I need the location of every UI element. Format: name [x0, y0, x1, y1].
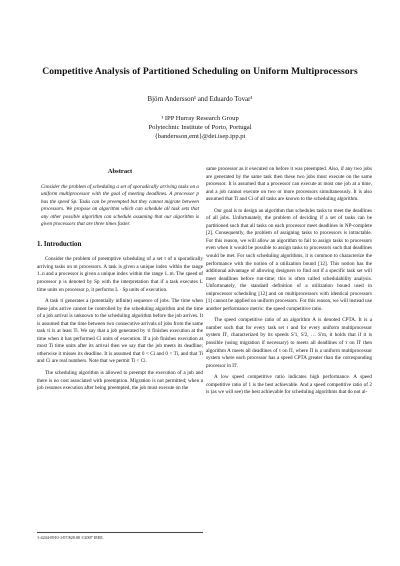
abstract-heading: Abstract — [107, 168, 133, 175]
body-paragraph-2: Our goal is to design an algorithm that schedules tasks to meet the deadlines of all jobs. Unfortunately, the problem of deciding if a set of tasks can be partitioned such that all tasks on each processor meet deadlines in NP-complete [2]. Consequently, the problem of assigning tasks to processors is intractable. For this reason, we will allow an algorithm to fail to assign tasks to processors even when it would be possible to assign tasks to processors such that deadlines would be met. For such scheduling algorithms, it is common to characterize the performance with the notion of a utilization bound [12]. This notion has the additional advantage of allowing designers to find out if a specific task set will meet deadlines before run-time; this is often called schedulability analysis. Unfortunately, the standard definition of a utilization bound used in uniprocessor scheduling [12] and on multiprocessors with identical processors [1] cannot be applied on uniform processors. For this reason, we will instead use another performance metric: the speed competitive ratio. — [206, 207, 372, 312]
body-paragraph-4: A low speed competitive ratio indicates high performance. A speed competitive ratio of 1 is the best achievable. And a speed competitive ratio of 2 is (as we will see) the best achievable for scheduling algorithms that do not al- — [206, 374, 372, 396]
affiliation-institution: Polytechnic Institute of Porto, Portugal — [148, 124, 252, 132]
section-heading-introduction: 1. Introduction — [37, 240, 82, 248]
body-paragraph-1: same processor as it executed on before it was preempted. Also, if any two jobs are generated by the same task then these two jobs must execute on the same processor. It is assumed that a processor can execute at most one job at a time, and a job cannot execute on two or more processors simultaneously. It is also assumed that Ti and Ci of all tasks are known to the scheduling algorithm. — [206, 166, 372, 203]
intro-paragraph-3: The scheduling algorithm is allowed to preempt the execution of a job and there is no cost associated with preemption. Migration is not permitted; when a job resumes execution after being preempted, the job must execute on the — [37, 370, 203, 392]
intro-paragraph-2: A task τi generates a (potentially infinite) sequence of jobs. The time when these jobs arrive cannot be controlled by the scheduling algorithm and the time of a job arrival is unknown to the scheduling algorithm before the job arrives. It is assumed that the time between two consecutive arrivals of jobs from the same task τi is at least Ti. We say that a job generated by τi finishes execution at the time when it has performed Ci units of execution. If a job finishes execution at most Ti time units after its arrival then we say that the job meets its deadline; otherwise it misses its deadline. It is assumed that 0 < Ci and 0 < Ti, and that Ti and Ci are real numbers. Note that we permit Ti < Ci. — [37, 298, 203, 365]
left-column — [37, 168, 203, 393]
copyright-footnote: 1-4244-0910-1/07/$20.00 ©2007 IEEE. — [37, 532, 203, 540]
paper-title: Competitive Analysis of Partitioned Scheduling on Uniform Multiprocessors — [42, 66, 358, 77]
body-paragraph-3: The speed competitive ratio of an algorithm A is denoted CPTA. It is a number such that for every task set τ and for every uniform multiprocessor system Π', characterized by its speeds S'1, S'2, … S'm, it holds that if it is possible (using migration if necessary) to meets all deadlines of τ on Π' then algorithm A meets all deadlines of τ on Π, where Π is a uniform multiprocessor system where each processor has a speed CPTA greater than the corresponding processor in Π'. — [206, 317, 372, 369]
affiliation-block — [0, 114, 400, 142]
author-list: Björn Andersson¹ and Eduardo Tovar¹ — [147, 96, 253, 103]
affiliation-email: {bandersson,emt}@dei.isep.ipp.pt — [154, 133, 246, 141]
right-column — [206, 166, 372, 397]
affiliation-group: ¹ IPP Hurray Research Group — [161, 115, 239, 122]
abstract-text: Consider the problem of scheduling a set of sporadically arriving tasks on a uniform multiprocessor with the goal of meeting deadlines. A processor p has the speed Sp. Tasks can be preempted but they cannot migrate between processors. We propose an algorithm which can schedule all task sets that any other possible algorithm can schedule assuming that our algorithm is given processors that are three times faster. — [41, 183, 199, 228]
intro-paragraph-1: Consider the problem of preemptive scheduling of a set τ of n sporadically arriving tasks on m processors. A task is given a unique index within the range 1..n and a processor is given a unique index within the range 1..m. The speed of processor p is denoted by Sp with the interpretation that if a task executes L time units on processor p, it performs L · Sp units of execution. — [37, 256, 203, 293]
